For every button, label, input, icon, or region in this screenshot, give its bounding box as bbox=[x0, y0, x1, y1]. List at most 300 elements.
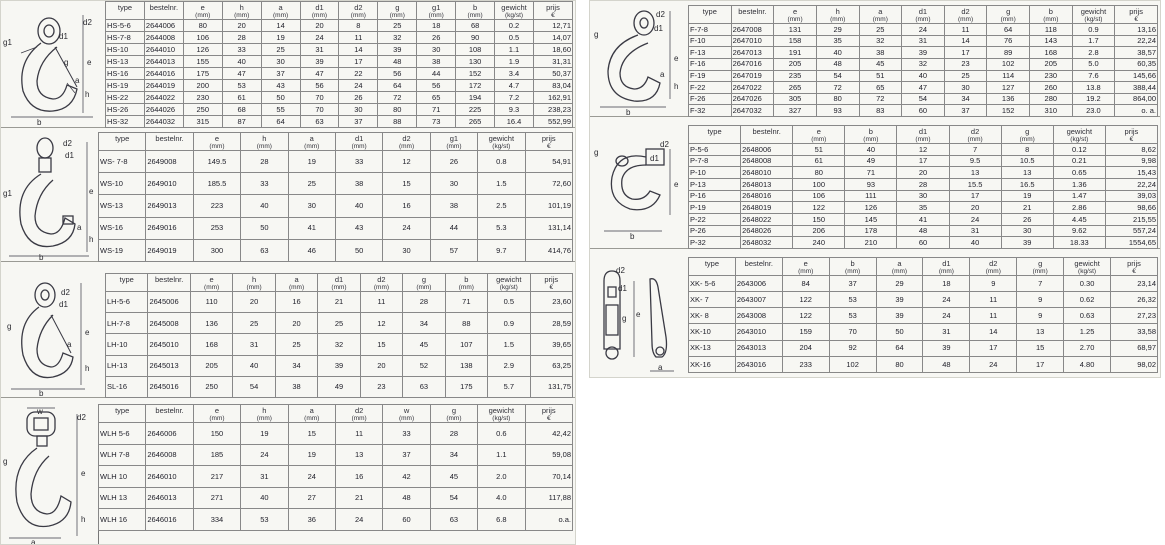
table-row bbox=[689, 292, 1158, 308]
column-header-unit: (mm) bbox=[209, 414, 225, 422]
table-cell: 205 bbox=[1030, 58, 1073, 70]
dim-label-d2: d2 bbox=[616, 266, 625, 275]
column-header-label: prijs bbox=[1127, 259, 1141, 268]
table-cell: 168 bbox=[1030, 47, 1073, 59]
dim-label-g1: g1 bbox=[3, 38, 12, 47]
table-cell: 11 bbox=[970, 308, 1017, 324]
table-cell: 34 bbox=[430, 444, 477, 466]
column-header-unit: (mm) bbox=[204, 283, 220, 291]
table-cell: 9 bbox=[970, 276, 1017, 292]
price-cell: 50,37 bbox=[533, 68, 572, 80]
table-cell: 87 bbox=[222, 116, 261, 128]
table-cell: 15 bbox=[360, 334, 402, 355]
column-header-unit: (mm) bbox=[246, 283, 262, 291]
type-cell: P-22 bbox=[689, 213, 741, 225]
table-cell: 83 bbox=[859, 105, 902, 117]
column-header-unit: (mm) bbox=[863, 135, 879, 143]
table-cell: 100 bbox=[793, 178, 845, 190]
order-number-cell: 2643013 bbox=[735, 340, 782, 356]
table-cell: 172 bbox=[456, 80, 495, 92]
table-cell: 2.8 bbox=[1072, 47, 1115, 59]
type-cell: HS-7-8 bbox=[106, 32, 145, 44]
table-cell: 89 bbox=[987, 47, 1030, 59]
table-cell: 30 bbox=[944, 82, 987, 94]
price-cell: 63,25 bbox=[530, 355, 572, 376]
order-number-cell: 2643010 bbox=[735, 324, 782, 340]
column-header-label: gewicht bbox=[1066, 127, 1093, 136]
column-header bbox=[144, 2, 183, 20]
table-cell: 127 bbox=[987, 82, 1030, 94]
xk-hook-diagram bbox=[590, 257, 688, 378]
table-cell: 0.6 bbox=[478, 423, 525, 445]
column-header bbox=[335, 133, 382, 151]
column-header-unit: (mm) bbox=[446, 142, 462, 150]
column-header-unit: (mm) bbox=[428, 11, 444, 19]
column-header bbox=[478, 133, 525, 151]
table-cell: 60 bbox=[902, 105, 945, 117]
order-number-cell: 2648013 bbox=[741, 178, 793, 190]
wlh-hook-block bbox=[1, 404, 576, 545]
order-number-cell: 2647032 bbox=[731, 105, 774, 117]
column-header-label: prijs bbox=[541, 406, 556, 415]
table-cell: 40 bbox=[902, 70, 945, 82]
table-cell: 131 bbox=[774, 24, 817, 36]
table-cell: 9.7 bbox=[478, 239, 525, 261]
table-cell: 30 bbox=[288, 195, 335, 217]
table-cell: 11 bbox=[335, 423, 382, 445]
table-cell: 76 bbox=[987, 35, 1030, 47]
table-cell: 34 bbox=[944, 93, 987, 105]
column-header-unit: (mm) bbox=[458, 283, 474, 291]
table-cell: 300 bbox=[193, 239, 240, 261]
table-cell: 25 bbox=[944, 70, 987, 82]
table-cell: 334 bbox=[193, 509, 240, 531]
price-cell: 54,91 bbox=[525, 151, 572, 173]
dim-label-e: e bbox=[85, 328, 90, 337]
table-row bbox=[689, 105, 1158, 117]
right-catalog-scan bbox=[589, 0, 1161, 378]
table-cell: 2.0 bbox=[478, 466, 525, 488]
table-cell: 30 bbox=[430, 173, 477, 195]
table-cell: 61 bbox=[793, 155, 845, 167]
column-header bbox=[99, 405, 146, 423]
table-cell: 136 bbox=[987, 93, 1030, 105]
table-cell: 158 bbox=[774, 35, 817, 47]
table-cell: 17 bbox=[949, 190, 1001, 202]
table-cell: 1.5 bbox=[478, 173, 525, 195]
price-cell: 117,88 bbox=[525, 487, 572, 509]
table-cell: 26 bbox=[1001, 213, 1053, 225]
table-cell: 49 bbox=[318, 376, 360, 397]
column-header-unit: (kg/st) bbox=[1078, 267, 1097, 275]
type-cell: HS-26 bbox=[106, 104, 145, 116]
table-cell: 11 bbox=[339, 32, 378, 44]
order-number-cell: 2644032 bbox=[144, 116, 183, 128]
column-header-unit: € bbox=[549, 283, 554, 291]
table-row bbox=[689, 47, 1158, 59]
column-header-unit: (mm) bbox=[845, 267, 861, 275]
column-header bbox=[99, 133, 146, 151]
column-header bbox=[456, 2, 495, 20]
column-header bbox=[478, 405, 525, 423]
table-cell: 8 bbox=[339, 20, 378, 32]
xk-hook-block bbox=[590, 257, 1161, 378]
price-cell: 388,44 bbox=[1115, 82, 1158, 94]
table-cell: 73 bbox=[417, 116, 456, 128]
table-cell: 47 bbox=[222, 68, 261, 80]
column-header-label: d2 bbox=[354, 3, 363, 12]
column-header bbox=[193, 133, 240, 151]
table-cell: 54 bbox=[816, 70, 859, 82]
price-cell: 864,00 bbox=[1115, 93, 1158, 105]
price-cell: 68,97 bbox=[1111, 340, 1158, 356]
table-row bbox=[106, 313, 573, 334]
table-cell: 20 bbox=[300, 20, 339, 32]
dim-label-e: e bbox=[87, 58, 92, 67]
dim-label-d1: d1 bbox=[65, 151, 74, 160]
column-header-unit: (mm) bbox=[915, 15, 931, 23]
column-header-label: d1 bbox=[354, 134, 364, 143]
table-row bbox=[689, 35, 1158, 47]
order-number-cell: 2644010 bbox=[144, 44, 183, 56]
table-row bbox=[689, 144, 1158, 156]
table-cell: 19 bbox=[241, 423, 288, 445]
table-cell: 265 bbox=[456, 116, 495, 128]
table-cell: 0.9 bbox=[488, 313, 530, 334]
table-cell: 47 bbox=[300, 68, 339, 80]
type-cell: WS-13 bbox=[99, 195, 146, 217]
order-number-cell: 2646006 bbox=[146, 423, 193, 445]
column-header-unit: € bbox=[1132, 267, 1136, 275]
table-cell: 34 bbox=[403, 313, 445, 334]
price-cell: 23,14 bbox=[1111, 276, 1158, 292]
dim-label-g: g bbox=[622, 314, 627, 323]
column-header bbox=[288, 405, 335, 423]
column-header-label: a bbox=[897, 259, 902, 268]
table-cell: 37 bbox=[944, 105, 987, 117]
table-cell: 56 bbox=[417, 80, 456, 92]
column-header-unit: (mm) bbox=[830, 15, 846, 23]
column-header bbox=[383, 405, 430, 423]
column-header-unit: (mm) bbox=[985, 267, 1001, 275]
table-cell: 92 bbox=[829, 340, 876, 356]
column-header-label: bestelnr. bbox=[155, 406, 184, 415]
column-header-label: d1 bbox=[918, 127, 928, 136]
table-cell: 63 bbox=[300, 116, 339, 128]
column-header-unit: (mm) bbox=[304, 414, 320, 422]
column-header-unit: € bbox=[1134, 15, 1138, 23]
table-cell: 24 bbox=[383, 217, 430, 239]
table-cell: 28 bbox=[222, 32, 261, 44]
table-cell: 14 bbox=[339, 44, 378, 56]
dim-label-b: b bbox=[37, 118, 42, 127]
table-row bbox=[689, 202, 1158, 214]
column-header bbox=[944, 6, 987, 24]
table-cell: 130 bbox=[456, 56, 495, 68]
table-cell: 20 bbox=[233, 292, 275, 313]
table-cell: 31 bbox=[902, 35, 945, 47]
table-cell: 15 bbox=[288, 423, 335, 445]
table-cell: 70 bbox=[300, 104, 339, 116]
table-row bbox=[106, 56, 573, 68]
column-header-label: b bbox=[473, 3, 478, 12]
type-cell: XK-13 bbox=[689, 340, 736, 356]
table-cell: 0.65 bbox=[1053, 167, 1105, 179]
column-header bbox=[222, 2, 261, 20]
table-cell: 19 bbox=[1001, 190, 1053, 202]
table-cell: 20 bbox=[222, 20, 261, 32]
order-number-cell: 2647022 bbox=[731, 82, 774, 94]
table-cell: 15.5 bbox=[949, 178, 1001, 190]
table-cell: 40 bbox=[241, 487, 288, 509]
column-header-unit: (mm) bbox=[1000, 15, 1016, 23]
type-cell: WS-19 bbox=[99, 239, 146, 261]
table-row bbox=[99, 151, 573, 173]
column-header-label: prijs bbox=[1129, 7, 1143, 16]
column-header bbox=[495, 2, 534, 20]
f-hook-block bbox=[590, 5, 1161, 117]
table-cell: 143 bbox=[1030, 35, 1073, 47]
price-cell: 8,62 bbox=[1105, 144, 1157, 156]
table-cell: 25 bbox=[288, 173, 335, 195]
table-row bbox=[99, 509, 573, 531]
column-header-unit: (mm) bbox=[938, 267, 954, 275]
dim-label-h: h bbox=[89, 235, 94, 244]
table-cell: 32 bbox=[902, 58, 945, 70]
table-cell: 0.62 bbox=[1064, 292, 1111, 308]
table-cell: 102 bbox=[829, 356, 876, 372]
table-cell: 14 bbox=[261, 20, 300, 32]
table-cell: 68 bbox=[222, 104, 261, 116]
type-cell: WS-16 bbox=[99, 217, 146, 239]
column-header-unit: € bbox=[1129, 135, 1134, 143]
order-number-cell: 2644026 bbox=[144, 104, 183, 116]
table-cell: 20 bbox=[949, 202, 1001, 214]
table-cell: 46 bbox=[288, 239, 335, 261]
table-cell: 0.2 bbox=[495, 20, 534, 32]
price-cell: 28,59 bbox=[530, 313, 572, 334]
price-cell: 33,58 bbox=[1111, 324, 1158, 340]
lh-hook-diagram bbox=[1, 273, 106, 397]
column-header-unit: (mm) bbox=[256, 142, 272, 150]
column-header-unit: (mm) bbox=[195, 11, 211, 19]
table-cell: 39 bbox=[876, 292, 923, 308]
table-cell: 30 bbox=[339, 104, 378, 116]
table-cell: 38 bbox=[430, 195, 477, 217]
order-number-cell: 2648032 bbox=[741, 237, 793, 249]
type-cell: F-32 bbox=[689, 105, 732, 117]
table-row bbox=[106, 80, 573, 92]
table-cell: 5.0 bbox=[1072, 58, 1115, 70]
table-cell: 0.5 bbox=[495, 32, 534, 44]
table-cell: 50 bbox=[876, 324, 923, 340]
table-cell: 24 bbox=[300, 32, 339, 44]
type-cell: XK- 8 bbox=[689, 308, 736, 324]
table-cell: 175 bbox=[183, 68, 222, 80]
table-cell: 27 bbox=[288, 487, 335, 509]
table-cell: 39 bbox=[876, 308, 923, 324]
order-number-cell: 2648006 bbox=[741, 144, 793, 156]
p-hook-table bbox=[688, 125, 1158, 249]
dim-label-w: w bbox=[37, 407, 43, 416]
type-cell: SL-16 bbox=[106, 376, 148, 397]
dim-label-a: a bbox=[77, 223, 82, 232]
table-cell: 20 bbox=[897, 167, 949, 179]
column-header bbox=[774, 6, 817, 24]
column-header-label: d2 bbox=[970, 127, 980, 136]
price-cell: 12,71 bbox=[533, 20, 572, 32]
column-header-unit: (mm) bbox=[373, 283, 390, 291]
table-cell: 23 bbox=[360, 376, 402, 397]
table-cell: 2.9 bbox=[488, 355, 530, 376]
column-header-label: type bbox=[707, 127, 722, 136]
type-cell: WLH 16 bbox=[99, 509, 146, 531]
order-number-cell: 2645016 bbox=[148, 376, 190, 397]
table-cell: 20 bbox=[360, 355, 402, 376]
table-header-row bbox=[99, 405, 573, 423]
table-cell: 6.8 bbox=[478, 509, 525, 531]
column-header-label: type bbox=[119, 275, 134, 284]
dim-label-a: a bbox=[660, 70, 665, 79]
column-header-unit: (mm) bbox=[967, 135, 983, 143]
table-row bbox=[689, 58, 1158, 70]
column-header-label: e bbox=[803, 259, 808, 268]
table-cell: 63 bbox=[430, 509, 477, 531]
column-header-unit: (mm) bbox=[915, 135, 931, 143]
price-cell: 238,23 bbox=[533, 104, 572, 116]
column-header-unit: (mm) bbox=[350, 11, 366, 19]
table-cell: 56 bbox=[378, 68, 417, 80]
order-number-cell: 2646013 bbox=[146, 487, 193, 509]
column-header bbox=[339, 2, 378, 20]
price-cell: o. a. bbox=[1115, 105, 1158, 117]
dim-label-d1: d1 bbox=[654, 24, 663, 33]
table-row bbox=[99, 173, 573, 195]
order-number-cell: 2648019 bbox=[741, 202, 793, 214]
column-header bbox=[689, 258, 736, 276]
table-cell: 7.6 bbox=[1072, 70, 1115, 82]
table-row bbox=[99, 444, 573, 466]
table-cell: 32 bbox=[859, 35, 902, 47]
table-cell: 72 bbox=[378, 92, 417, 104]
price-cell: 18,60 bbox=[533, 44, 572, 56]
table-cell: 93 bbox=[845, 178, 897, 190]
column-header-label: g1 bbox=[449, 134, 459, 143]
price-cell: 131,14 bbox=[525, 217, 572, 239]
column-header bbox=[233, 274, 275, 292]
table-cell: 54 bbox=[233, 376, 275, 397]
price-cell: 98,66 bbox=[1105, 202, 1157, 214]
table-cell: 1.1 bbox=[478, 444, 525, 466]
table-cell: 25 bbox=[233, 313, 275, 334]
table-cell: 178 bbox=[845, 225, 897, 237]
table-cell: 310 bbox=[1030, 105, 1073, 117]
dim-label-g: g bbox=[7, 322, 12, 331]
order-number-cell: 2647016 bbox=[731, 58, 774, 70]
column-header bbox=[1105, 126, 1157, 144]
order-number-cell: 2644016 bbox=[144, 68, 183, 80]
table-cell: 13 bbox=[1001, 167, 1053, 179]
column-header-unit: (mm) bbox=[398, 142, 415, 150]
type-cell: F-10 bbox=[689, 35, 732, 47]
table-cell: 54 bbox=[902, 93, 945, 105]
table-row bbox=[99, 487, 573, 509]
table-cell: 17 bbox=[897, 155, 949, 167]
order-number-cell: 2644008 bbox=[144, 32, 183, 44]
order-number-cell: 2646010 bbox=[146, 466, 193, 488]
table-cell: 80 bbox=[816, 93, 859, 105]
table-cell: 47 bbox=[902, 82, 945, 94]
table-cell: 63 bbox=[403, 376, 445, 397]
price-cell: 39,65 bbox=[530, 334, 572, 355]
hs-hook-table bbox=[105, 1, 573, 128]
column-header bbox=[146, 133, 193, 151]
table-cell: 240 bbox=[793, 237, 845, 249]
order-number-cell: 2645013 bbox=[148, 355, 190, 376]
column-header bbox=[1115, 6, 1158, 24]
column-header-label: d2 bbox=[989, 259, 998, 268]
column-header-unit: (mm) bbox=[398, 414, 415, 422]
table-cell: 136 bbox=[190, 313, 232, 334]
table-cell: 12 bbox=[897, 144, 949, 156]
table-cell: 9 bbox=[1017, 292, 1064, 308]
table-cell: 0.30 bbox=[1064, 276, 1111, 292]
table-row bbox=[689, 167, 1158, 179]
table-row bbox=[106, 92, 573, 104]
order-number-cell: 2643006 bbox=[735, 276, 782, 292]
column-header-unit: (mm) bbox=[1032, 267, 1048, 275]
table-cell: 108 bbox=[456, 44, 495, 56]
column-header-label: b bbox=[1048, 7, 1053, 16]
column-header-label: g bbox=[395, 3, 400, 12]
table-cell: 25 bbox=[261, 44, 300, 56]
price-cell: 101,19 bbox=[525, 195, 572, 217]
table-cell: 40 bbox=[845, 144, 897, 156]
table-cell: 38 bbox=[275, 376, 317, 397]
type-cell: XK- 7 bbox=[689, 292, 736, 308]
column-header-label: a bbox=[878, 7, 883, 16]
table-cell: 24 bbox=[923, 308, 970, 324]
table-cell: 315 bbox=[183, 116, 222, 128]
table-cell: 280 bbox=[1030, 93, 1073, 105]
table-cell: 39 bbox=[1001, 237, 1053, 249]
table-cell: 14 bbox=[944, 35, 987, 47]
f-hook-table bbox=[688, 5, 1158, 117]
column-header bbox=[923, 258, 970, 276]
table-header-row bbox=[689, 126, 1158, 144]
xk-hook-table bbox=[688, 257, 1158, 373]
table-cell: 205 bbox=[190, 355, 232, 376]
table-cell: 24 bbox=[335, 509, 382, 531]
table-cell: 37 bbox=[383, 444, 430, 466]
column-header-label: h bbox=[262, 406, 267, 415]
dim-label-e: e bbox=[636, 310, 641, 319]
column-header-label: g bbox=[451, 406, 457, 415]
table-cell: 40 bbox=[222, 56, 261, 68]
order-number-cell: 2647010 bbox=[731, 35, 774, 47]
table-cell: 2.86 bbox=[1053, 202, 1105, 214]
type-cell: WLH 5-6 bbox=[99, 423, 146, 445]
price-cell: 215,55 bbox=[1105, 213, 1157, 225]
column-header-label: prijs bbox=[544, 275, 559, 284]
table-row bbox=[689, 324, 1158, 340]
price-cell: 162,91 bbox=[533, 92, 572, 104]
column-header bbox=[488, 274, 530, 292]
type-cell: WLH 10 bbox=[99, 466, 146, 488]
table-cell: 24 bbox=[339, 80, 378, 92]
table-cell: 24 bbox=[902, 24, 945, 36]
table-cell: 53 bbox=[829, 308, 876, 324]
